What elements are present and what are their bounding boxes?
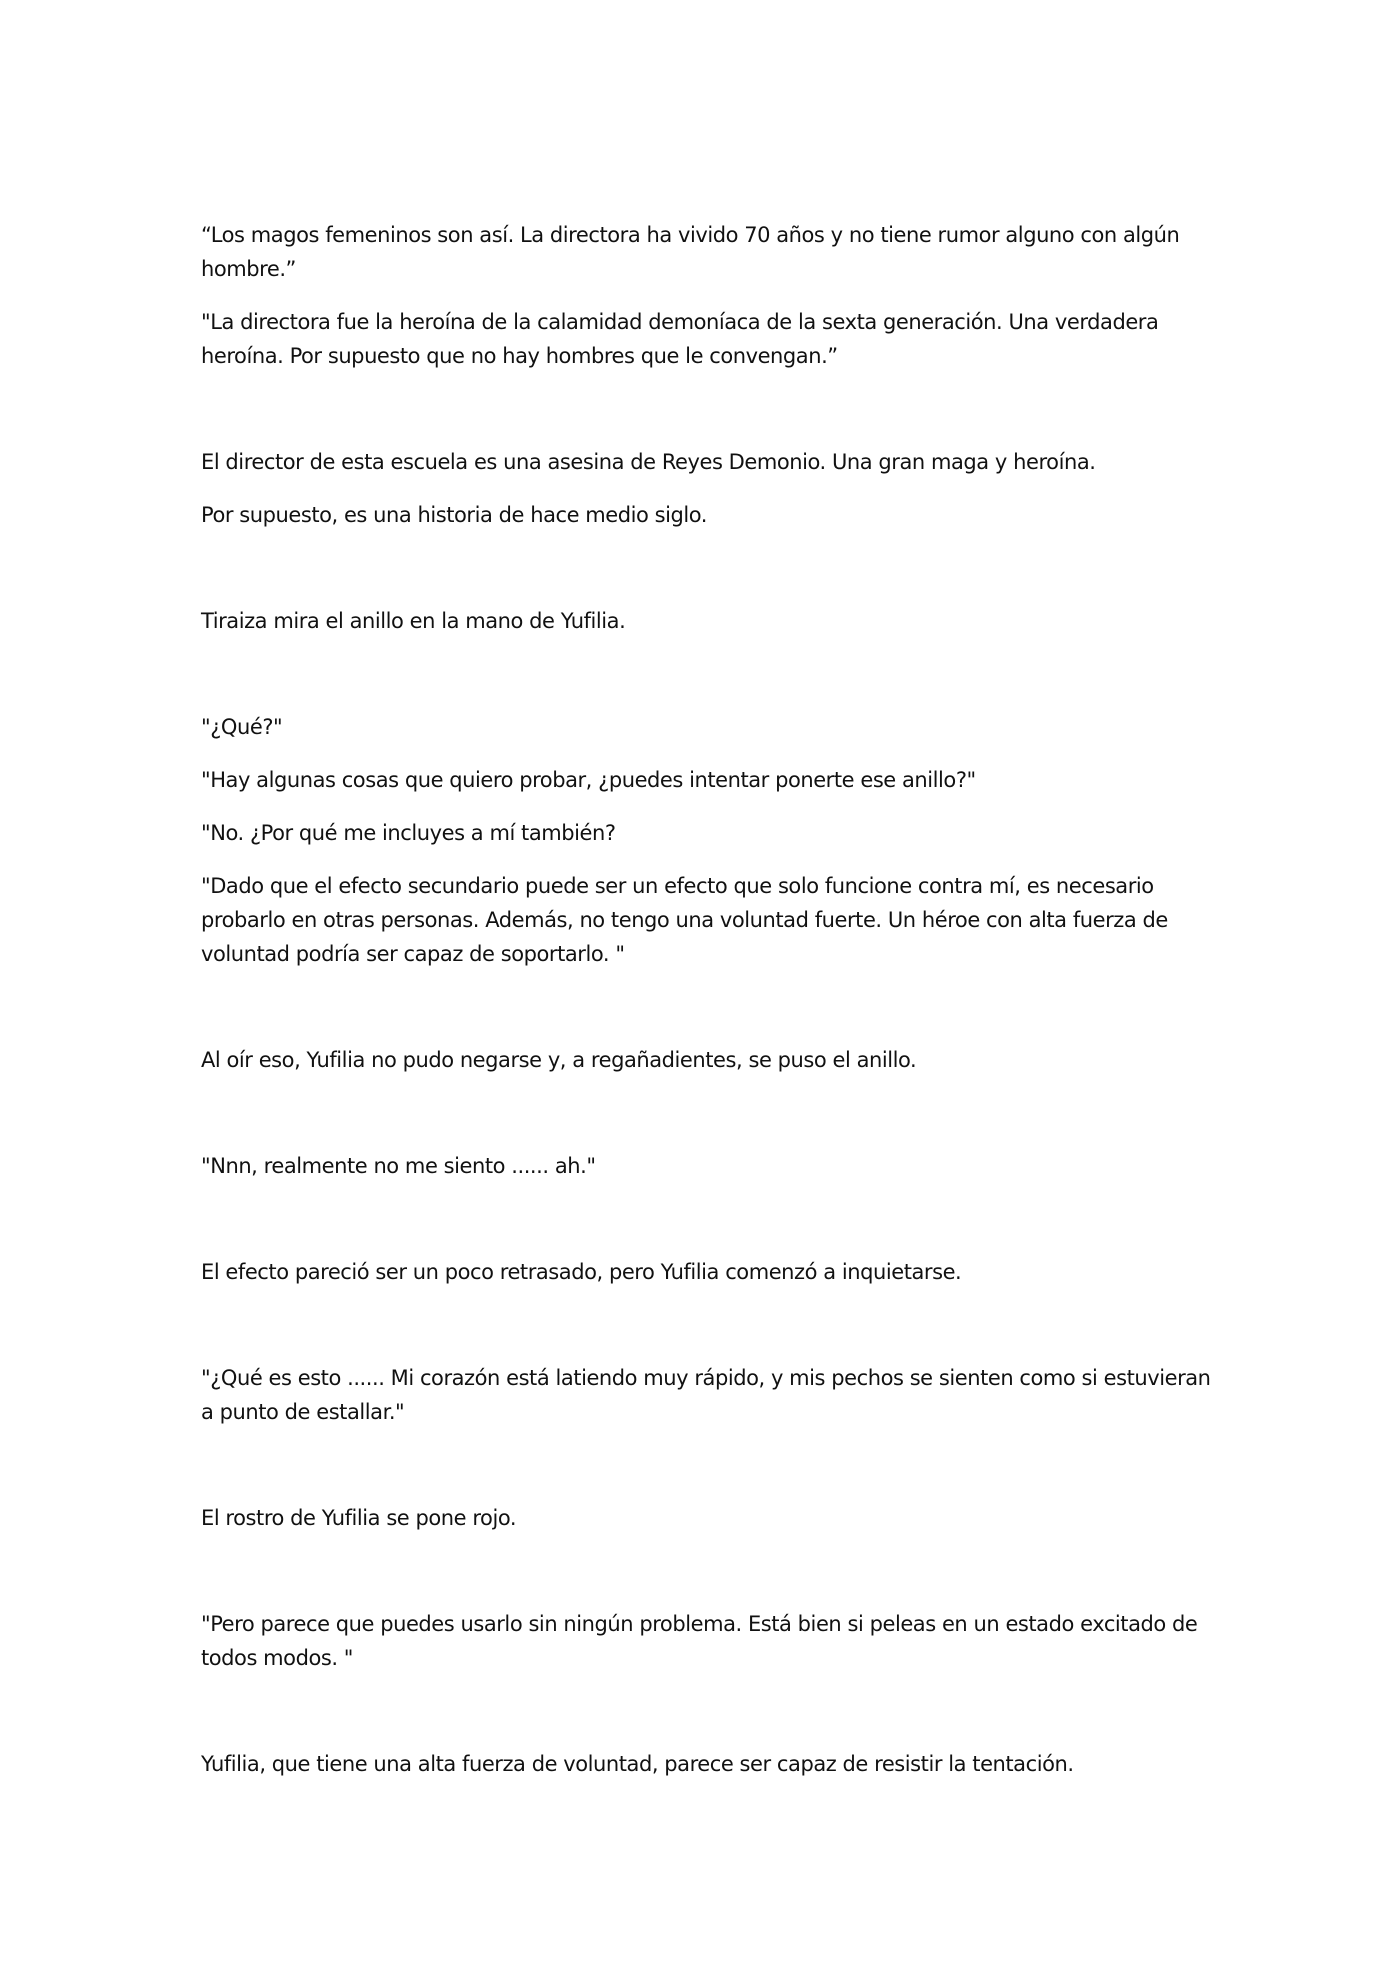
paragraph-3: El director de esta escuela es una asesina de Reyes Demonio. Una gran maga y heroína. (201, 450, 1096, 474)
blank-line (201, 551, 1211, 604)
paragraph-14: El rostro de Yufilia se pone rojo. (201, 1506, 517, 1530)
paragraph-16: Yufilia, que tiene una alta fuerza de voluntad, parece ser capaz de resistir la tentación. (201, 1752, 1074, 1776)
blank-line (201, 1202, 1211, 1255)
paragraph-1: “Los magos femeninos son así. La directora ha vivido 70 años y no tiene rumor alguno con algún hombre.” (201, 223, 1180, 281)
paragraph-4: Por supuesto, es una historia de hace medio siglo. (201, 503, 708, 527)
blank-line (201, 1694, 1211, 1747)
paragraph-5: Tiraiza mira el anillo en la mano de Yufilia. (201, 609, 626, 633)
paragraph-10: Al oír eso, Yufilia no pudo negarse y, a regañadientes, se puso el anillo. (201, 1048, 917, 1072)
paragraph-7: "Hay algunas cosas que quiero probar, ¿puedes intentar ponerte ese anillo?" (201, 768, 976, 792)
blank-line (201, 1096, 1211, 1149)
paragraph-9: "Dado que el efecto secundario puede ser un efecto que solo funcione contra mí, es necesario probarlo en otras personas. Además, no tengo una voluntad fuerte. Un héroe con alta fuerza de voluntad podría ser capaz de soportarlo. " (201, 874, 1168, 966)
paragraph-13: "¿Qué es esto ...... Mi corazón está latiendo muy rápido, y mis pechos se sienten como si estuvieran a punto de estallar." (201, 1366, 1211, 1424)
paragraph-12: El efecto pareció ser un poco retrasado, pero Yufilia comenzó a inquietarse. (201, 1260, 962, 1284)
paragraph-8: "No. ¿Por qué me incluyes a mí también? (201, 821, 616, 845)
paragraph-11: "Nnn, realmente no me siento ...... ah." (201, 1154, 596, 1178)
blank-line (201, 990, 1211, 1043)
document-body (201, 218, 1211, 1800)
paragraph-6: "¿Qué?" (201, 715, 283, 739)
blank-line (201, 1554, 1211, 1607)
blank-line (201, 657, 1211, 710)
blank-line (201, 1308, 1211, 1361)
blank-line (201, 1448, 1211, 1501)
paragraph-2: "La directora fue la heroína de la calamidad demoníaca de la sexta generación. Una verdadera heroína. Por supuesto que no hay hombres que le convengan.” (201, 310, 1159, 368)
paragraph-15: "Pero parece que puedes usarlo sin ningún problema. Está bien si peleas en un estado excitado de todos modos. " (201, 1612, 1198, 1670)
blank-line (201, 392, 1211, 445)
